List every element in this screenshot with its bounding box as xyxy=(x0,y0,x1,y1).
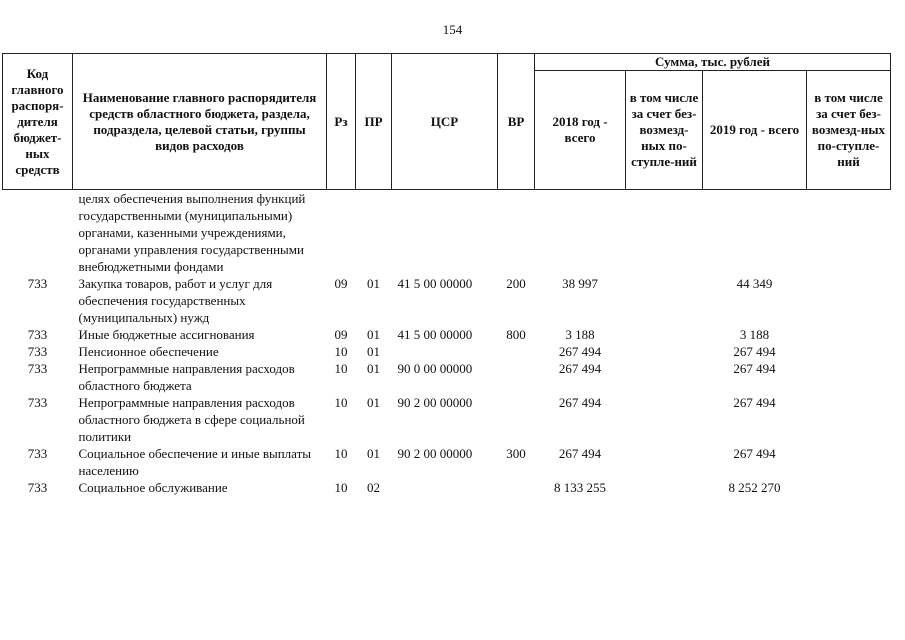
header-name: Наименование главного распорядителя средств областного бюджета, раздела, подраздела, целевой статьи, группы видов расходов xyxy=(73,54,327,190)
cell-2019-free xyxy=(807,275,891,326)
budget-table xyxy=(2,53,891,496)
cell-2019-total: 3 188 xyxy=(739,327,770,342)
cell-2018-total: 267 494 xyxy=(558,395,602,410)
cell-2019-free xyxy=(807,343,891,360)
cell-2018-total: 267 494 xyxy=(558,344,602,359)
cell-vr: 800 xyxy=(506,327,526,342)
table-header xyxy=(3,54,891,190)
cell-csr: 90 2 00 00000 xyxy=(397,395,473,410)
cell-2018-free xyxy=(626,479,703,496)
cell-name: Непрограммные направления расходов областного бюджета xyxy=(78,361,295,393)
cell-pr: 01 xyxy=(367,395,380,410)
table-row xyxy=(3,479,891,496)
cell-pr: 01 xyxy=(367,344,380,359)
cell-csr xyxy=(392,479,498,496)
cell-2019-total: 267 494 xyxy=(733,361,776,376)
header-code: Код главного распоря-дителя бюджет-ных средств xyxy=(3,54,73,190)
cell-code: 733 xyxy=(27,276,48,291)
cell-2018-free xyxy=(626,394,703,445)
header-2019-total: 2019 год - всего xyxy=(703,71,807,190)
cell-code: 733 xyxy=(27,344,48,359)
cell-2018-free xyxy=(626,275,703,326)
cell-pr: 01 xyxy=(367,446,380,461)
cell-2019-total: 267 494 xyxy=(733,344,776,359)
table-row xyxy=(3,394,891,445)
cell-pr: 01 xyxy=(367,327,380,342)
cell-code xyxy=(3,190,73,276)
cell-2018-free xyxy=(626,360,703,394)
header-2018-total: 2018 год - всего xyxy=(535,71,626,190)
header-2018-free: в том числе за счет без-возмезд-ных по-ступле-ний xyxy=(626,71,703,190)
cell-rz: 10 xyxy=(334,361,348,376)
cell-vr xyxy=(498,360,535,394)
cell-2019-free xyxy=(807,445,891,479)
cell-rz: 09 xyxy=(334,327,348,342)
cell-name: Пенсионное обеспечение xyxy=(78,344,219,359)
cell-2019-total: 267 494 xyxy=(733,395,776,410)
cell-name: Непрограммные направления расходов областного бюджета в сфере социальной политики xyxy=(78,395,305,444)
header-2019-free: в том числе за счет без-возмезд-ных по-ступле-ний xyxy=(807,71,891,190)
cell-pr: 02 xyxy=(367,480,380,495)
cell-csr xyxy=(392,343,498,360)
cell-name: Закупка товаров, работ и услуг для обеспечения государственных (муниципальных) нужд xyxy=(78,276,273,325)
cell-2018-total: 3 188 xyxy=(565,327,595,342)
cell-2018-total: 8 133 255 xyxy=(554,480,606,495)
header-vr: ВР xyxy=(498,54,535,190)
cell-rz: 09 xyxy=(334,276,348,291)
cell-2018-free xyxy=(626,445,703,479)
cell-vr xyxy=(498,343,535,360)
cell-csr: 41 5 00 00000 xyxy=(397,327,473,342)
cell-code: 733 xyxy=(27,395,48,410)
cell-rz: 10 xyxy=(334,480,348,495)
cell-vr xyxy=(498,479,535,496)
cell-2018-free xyxy=(626,343,703,360)
cell-name: Социальное обслуживание xyxy=(78,480,228,495)
cell-rz: 10 xyxy=(334,395,348,410)
cell-2018-total: 38 997 xyxy=(562,276,598,291)
cell-2019-free xyxy=(807,394,891,445)
header-sum-title: Сумма, тыс. рублей xyxy=(535,54,891,71)
cell-name: Социальное обеспечение и иные выплаты населению xyxy=(78,446,312,478)
cell-2018-free xyxy=(626,326,703,343)
table-row xyxy=(3,343,891,360)
header-rz: Рз xyxy=(327,54,356,190)
cell-csr: 90 2 00 00000 xyxy=(397,446,473,461)
cell-code: 733 xyxy=(27,480,48,495)
table-row-continuation xyxy=(3,190,891,276)
cell-2018-total: 267 494 xyxy=(558,446,602,461)
table-body xyxy=(3,190,891,497)
cell-code: 733 xyxy=(27,327,48,342)
cell-2019-total: 8 252 270 xyxy=(728,480,781,495)
cell-pr: 01 xyxy=(367,361,380,376)
cell-2019-free xyxy=(807,326,891,343)
cell-2019-total: 44 349 xyxy=(736,276,773,291)
cell-rz: 10 xyxy=(334,344,348,359)
page-number: 154 xyxy=(442,22,463,37)
cell-2019-free xyxy=(807,479,891,496)
cell-name-continuation: целях обеспечения выполнения функций государственными (муниципальными) органами, казенными учреждениями, органами управления государственными внебюджетными фондами xyxy=(78,191,306,274)
cell-csr: 90 0 00 00000 xyxy=(397,361,473,376)
cell-2019-total: 267 494 xyxy=(733,446,776,461)
cell-2019-free xyxy=(807,360,891,394)
table-row xyxy=(3,275,891,326)
cell-name: Иные бюджетные ассигнования xyxy=(78,327,255,342)
cell-code: 733 xyxy=(27,361,48,376)
cell-vr xyxy=(498,394,535,445)
header-pr: ПР xyxy=(356,54,392,190)
table-row xyxy=(3,326,891,343)
header-csr: ЦСР xyxy=(392,54,498,190)
cell-rz: 10 xyxy=(334,446,348,461)
table-row xyxy=(3,445,891,479)
cell-vr: 300 xyxy=(506,446,526,461)
cell-2018-total: 267 494 xyxy=(558,361,602,376)
cell-csr: 41 5 00 00000 xyxy=(397,276,473,291)
table-row xyxy=(3,360,891,394)
cell-pr: 01 xyxy=(367,276,380,291)
cell-vr: 200 xyxy=(506,276,526,291)
cell-code: 733 xyxy=(27,446,48,461)
